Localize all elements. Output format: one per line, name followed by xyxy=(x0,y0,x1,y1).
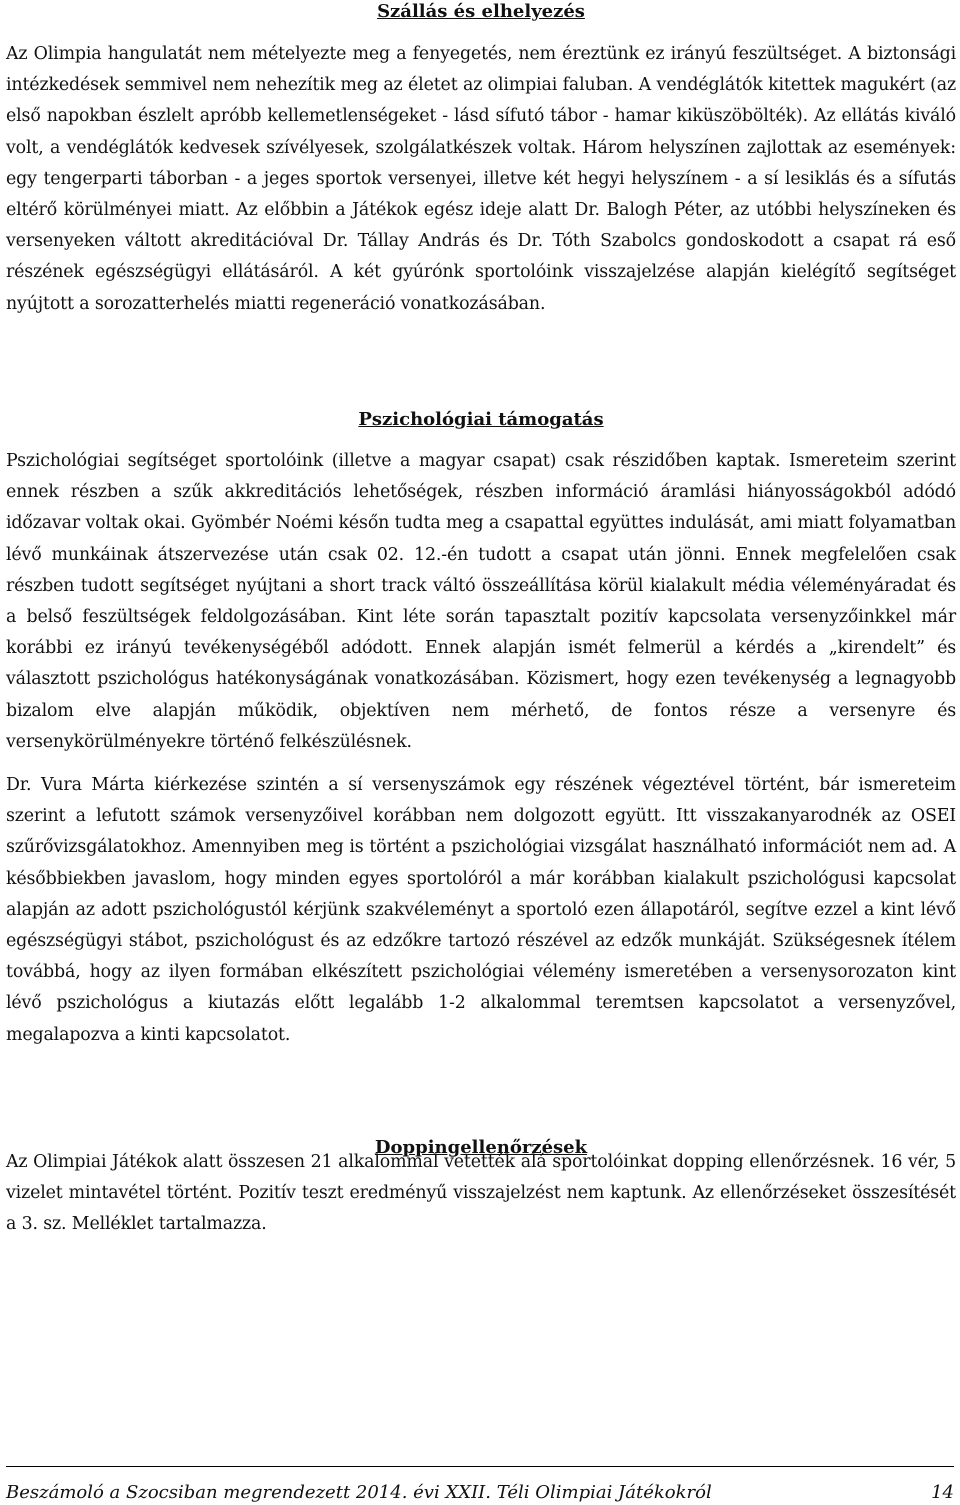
paragraph-accommodation: Az Olimpia hangulatát nem mételyezte meg a fenyegetés, nem éreztünk ez irányú feszültséget. A biztonsági intézkedések semmivel nem nehezítik meg az életet az olimpiai faluban. A vendéglátók kitettek magukért (az első napokban észlelt apróbb kellemetlenségeket - lásd sífutó tábor - hamar kiküszöbölték). Az ellátás kiváló volt, a vendéglátók kedvesek szívélyesek, szolgálatkészek voltak. Három helyszínen zajlottak az események: egy tengerparti táborban - a jeges sportok versenyei, illetve két hegyi helyszínem - a sí lesiklás és a sífutás eltérő körülményei miatt. Az előbbin a Játékok egész ideje alatt Dr. Balogh Péter, az utóbbi helyszíneken és versenyeken váltott akreditációval Dr. Tállay András és Dr. Tóth Szabolcs gondoskodott a csapat rá eső részének egészségügyi ellátásáról. A két gyúrónk sportolóink visszajelzése alapján kielégítő segítséget nyújtott a sorozatterhelés miatti regeneráció vonatkozásában. xyxy=(6,44,956,314)
paragraph-psychology-2: Dr. Vura Márta kiérkezése szintén a sí versenyszámok egy részének végeztével történt, bár ismereteim szerint a lefutott számok versenyzőivel korábban nem dolgozott együtt. Itt visszakanyarodnék az OSEI szűrővizsgálatokhoz. Amennyiben meg is történt a pszichológiai vizsgálat használható információt nem ad. A későbbiekben javaslom, hogy minden egyes sportolóról a már korábban kialakult pszichológusi kapcsolat alapján az adott pszichológustól kérjünk szakvéleményt a sportoló ezen állapotáról, segítve ezzel a kint lévő egészségügyi stábot, pszichológust és az edzőkre tartozó részével az edzők munkáját. Szükségesnek ítélem továbbá, hogy az ilyen formában elkészített pszichológiai vélemény ismeretében a versenysorozaton kint lévő pszichológus a kiutazás előtt legalább 1-2 alkalommal teremtsen kapcsolatot a versenyzővel, megalapozva a kinti kapcsolatot. xyxy=(6,775,956,1045)
paragraph-doping: Az Olimpiai Játékok alatt összesen 21 alkalommal vetették alá sportolóinkat dopping ellenőrzésnek. 16 vér, 5 vizelet mintavétel történt. Pozitív teszt eredményű visszajelzést nem kaptunk. Az ellenőrzéseket összesítését a 3. sz. Melléklet tartalmazza. xyxy=(6,1152,956,1235)
section-heading-accommodation: Szállás és elhelyezés xyxy=(377,1,585,22)
section-heading-psychology: Pszichológiai támogatás xyxy=(358,409,604,430)
footer-title: Beszámoló a Szocsiban megrendezett 2014. évi XXII. Téli Olimpiai Játékokról xyxy=(6,1482,712,1503)
paragraph-psychology-1: Pszichológiai segítséget sportolóink (illetve a magyar csapat) csak részidőben kaptak. Ismereteim szerint ennek részben a szűk akkreditációs lehetőségek, részben információ áramlási hiányosságokból adódó időzavar voltak okai. Gyömbér Noémi későn tudta meg a csapattal együttes indulását, ami miatt folyamatban lévő munkáinak átszervezése után csak 02. 12.-én tudott a csapat után jönni. Ennek megfelelően csak részben tudott segítséget nyújtani a short track váltó összeállítása körül kialakult média véleményáradat és a belső feszültségek feldolgozásában. Kint léte során tapasztalt pozitív kapcsolata versenyzőinkkel már korábbi ez irányú tevékenységéből adódott. Ennek alapján ismét felmerül a kérdés a „kirendelt” és választott pszichológus hatékonyságának vonatkozásában. Közismert, hogy ezen tevékenység a legnagyobb bizalom elve alapján működik, objektíven nem mérhető, de fontos része a versenyre és versenykörülményekre történő felkészülésnek. xyxy=(6,451,956,752)
page-number: 14 xyxy=(931,1482,954,1503)
section-heading-doping: Doppingellenőrzések xyxy=(374,1137,588,1158)
page-footer xyxy=(6,1466,954,1505)
